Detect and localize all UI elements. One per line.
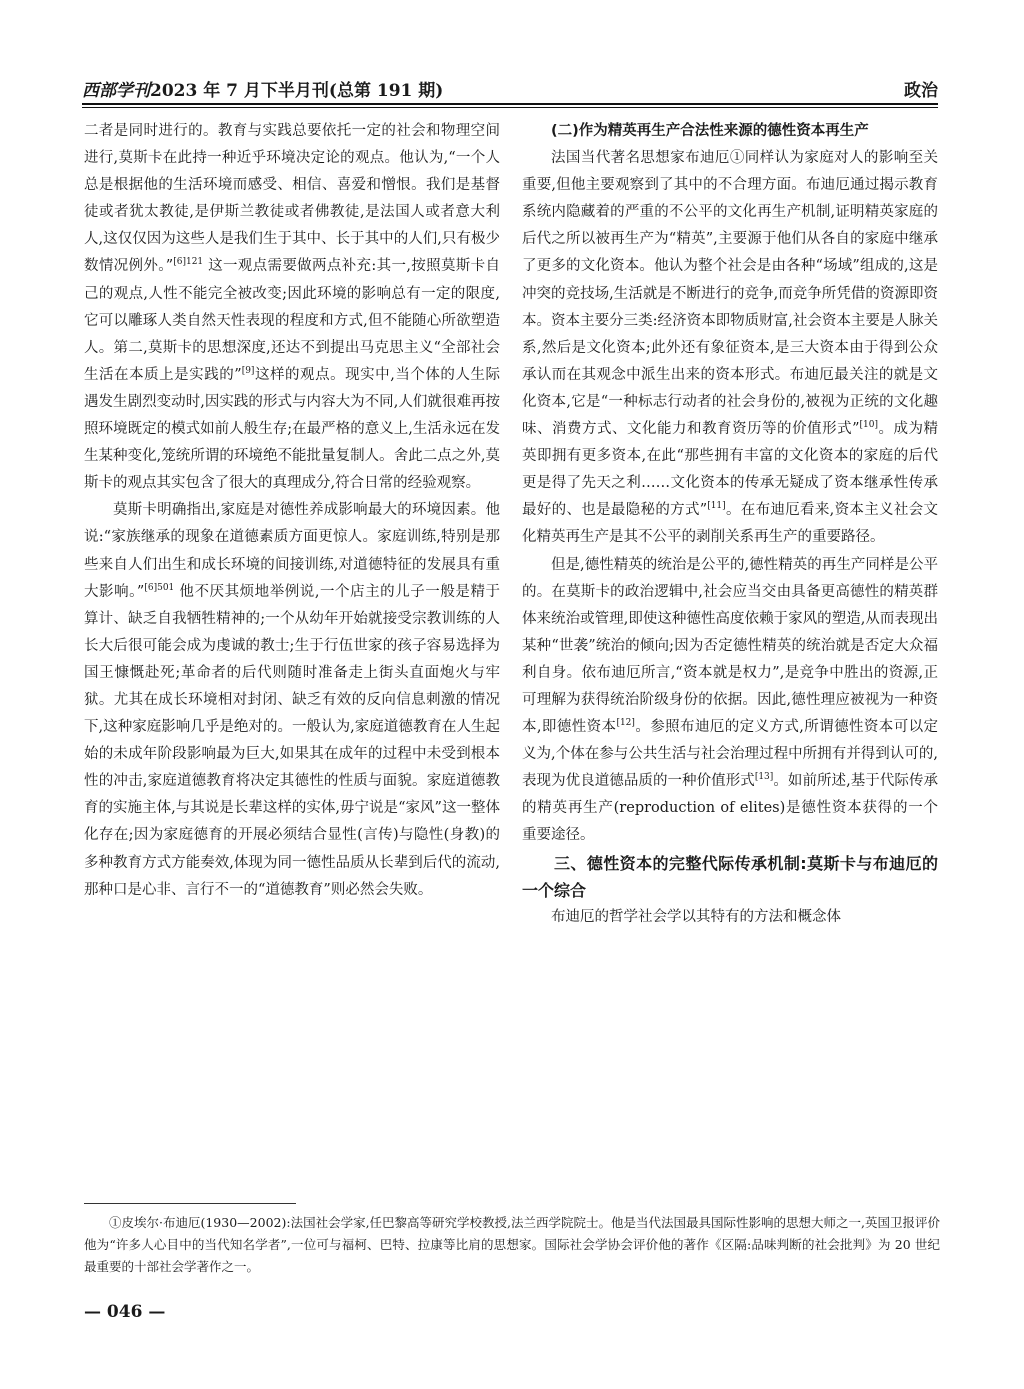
header-left xyxy=(82,76,443,101)
text-run: 同样认为家庭对人的影响至关重要,但他主要观察到了其中的不合理方面。布迪厄通过揭示教育系统内隐藏着的严重的不公平的文化再生产机制,证明精英家庭的后代之所以被再生产为“精英”,主要源于他们从各自的家庭中继承了更多的文化资本。他认为整个社会是由各种“场域”组成的,这是冲突的竞技场,生活就是不断进行的竞争,而竞争所凭借的资源即资本。资本主要分三类:经济资本即物质财富,社会资本主要是人脉关系,然后是文化资本;此外还有象征资本,是三大资本由于得到公众承认而在其观念中派生出来的资本形式。布迪厄最关注的就是文化资本,它是“一种标志行动者的社会身份的,被视为正统的文化趣味、消费方式、文化能力和教育资历等的价值形式” xyxy=(522,150,939,438)
journal-logo: 西部学刊 xyxy=(82,81,150,101)
text-run: 这样的观点。现实中,当个体的人生际遇发生剧烈变动时,因实践的形式与内容大为不同,人们就很难再按照环境既定的模式如前人般生存;在最严格的意义上,生活永远在发生某种变化,笼统所谓的环境绝不能批量复制人。舍此二点之外,莫斯卡的观点其实包含了很大的真理成分,符合日常的经验观察。 xyxy=(84,366,500,492)
footnote-rule xyxy=(84,1203,296,1204)
text-run: 二者是同时进行的。教育与实践总要依托一定的社会和物理空间进行,莫斯卡在此持一种近乎环境决定论的观点。他认为,“一个人总是根据他的生活环境而感受、相信、喜爱和憎恨。我们是基督徒或者犹太教徒,是伊斯兰教徒或者佛教徒,是法国人或者意大利人,这仅仅因为这些人是我们生于其中、长于其中的人们,只有极少数情况例外。” xyxy=(84,123,500,275)
text-run: 。参照布迪厄的定义方式,所谓德性资本可以定义为,个体在参与公共生活与社会治理过程中所拥有并得到认可的,表现为优良道德品质的一种价值形式 xyxy=(522,719,939,790)
paragraph: 布迪厄的哲学社会学以其特有的方法和概念体 xyxy=(551,908,841,925)
subsection-heading: (二)作为精英再生产合法性来源的德性资本再生产 xyxy=(551,123,869,139)
paragraph xyxy=(522,145,938,551)
text-run: 这一观点需要做两点补充:其一,按照莫斯卡自己的观点,人性不能完全被改变;因此环境的影响总有一定的限度,它可以雕琢人类自然天性表现的程度和方式,但不能随心所欲塑造人。第二,莫斯卡的思想深度,还达不到提出马克思主义“全部社会生活在本质上是实践的” xyxy=(84,258,500,383)
right-column xyxy=(522,118,938,931)
paragraph xyxy=(522,552,938,850)
left-column xyxy=(84,118,500,904)
citation: [10] xyxy=(859,420,878,431)
citation: [9] xyxy=(241,365,255,376)
paragraph xyxy=(84,497,500,903)
header-rule-thin xyxy=(82,107,938,108)
text-run: 。在布迪厄看来,资本主义社会文化精英再生产是其不公平的剥削关系再生产的重要路径。 xyxy=(522,502,938,546)
issue-info: 2023 年 7 月下半月刊(总第 191 期) xyxy=(150,81,444,101)
text-run: 法国当代著名思想家布迪厄 xyxy=(551,150,730,167)
section-heading: 三、德性资本的完整代际传承机制:莫斯卡与布迪厄的一个综合 xyxy=(522,853,938,900)
citation: [13] xyxy=(754,772,774,783)
text-run: 莫斯卡明确指出,家庭是对德性养成影响最大的环境因素。他说:“家族继承的现象在道德素质方面更惊人。家庭训练,特别是那些来自人们出生和成长环境的间接训练,对道德特征的发展具有重大影响。” xyxy=(84,502,500,600)
text-run: 但是,德性精英的统治是公平的,德性精英的再生产同样是公平的。在莫斯卡的政治逻辑中,社会应当交由具备更高德性的精英群体来统治或管理,即使这种德性高度依赖于家风的塑造,从而表现出某种“世袭”统治的倾向;因为否定德性精英的统治就是否定大众福利自身。依布迪厄所言,“资本就是权力”,是竞争中胜出的资源,正可理解为获得统治阶级身份的依据。因此,德性理应被视为一种资本,即德性资本 xyxy=(522,556,938,736)
text-run: 他不厌其烦地举例说,一个店主的儿子一般是精于算计、缺乏自我牺牲精神的;一个从幼年开始就接受宗教训练的人长大后很可能会成为虔诚的教士;生于行伍世家的孩子容易选择为国王慷慨赴死;革命者的后代则随时准备走上街头直面炮火与牢狱。尤其在成长环境相对封闭、缺乏有效的反向信息刺激的情况下,这种家庭影响几乎是绝对的。一般认为,家庭道德教育在人生起始的未成年阶段影响最为巨大,如果其在成年的过程中未受到根本性的冲击,家庭道德教育将决定其德性的性质与面貌。家庭道德教育的实施主体,与其说是长辈这样的实体,毋宁说是“家风”这一整体化存在;因为家庭德育的开展必须结合显性(言传)与隐性(身教)的多种教育方式方能奏效,体现为同一德性品质从长辈到后代的流动,那种口是心非、言行不一的“道德教育”则必然会失败。 xyxy=(84,583,500,898)
citation: [11] xyxy=(707,501,726,512)
text-run: 。如前所述,基于代际传承的精英再生产(reproduction of elites)是德性资本获得的一个重要途径。 xyxy=(522,773,939,844)
citation: [6]121 xyxy=(173,257,204,268)
citation: [6]501 xyxy=(144,582,175,593)
citation: [12] xyxy=(616,718,635,729)
section-name: 政治 xyxy=(904,81,938,101)
footnote-marker[interactable]: ① xyxy=(729,150,745,167)
header-rule-thick xyxy=(82,103,938,105)
footnote: ①皮埃尔·布迪厄(1930—2002):法国社会学家,任巴黎高等研究学校教授,法兰西学院院士。他是当代法国最具国际性影响的思想大师之一,英国卫报评价他为“许多人心目中的当代知名学者”,一位可与福柯、巴特、拉康等比肩的思想家。国际社会学协会评价他的著作《区隔:品味判断的社会批判》为 20 世纪最重要的十部社会学著作之一。 xyxy=(84,1215,940,1274)
page-number: — 046 — xyxy=(84,1302,166,1322)
paragraph xyxy=(84,118,500,497)
running-header xyxy=(82,72,938,104)
text-run: 。成为精英即拥有更多资本,在此“那些拥有丰富的文化资本的家庭的后代更是得了先天之利……文化资本的传承无疑成了资本继承性传承最好的、也是最隐秘的方式” xyxy=(522,421,938,519)
